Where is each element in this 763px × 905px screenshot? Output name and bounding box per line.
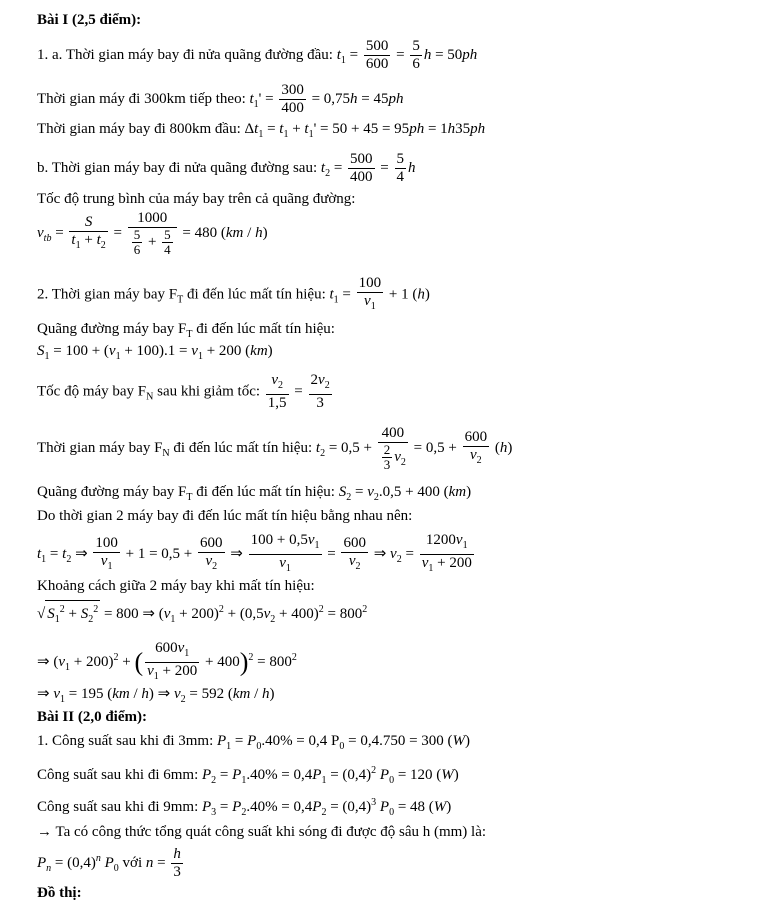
line-do-thi: Đồ thị: xyxy=(37,885,82,901)
line-p3: Công suất sau khi đi 9mm: $P_3 = P_2.40\% = 0,4P_2 = (0,4)^3$ $P_0 = 48$ (W) xyxy=(37,797,452,818)
line-1b: b. Thời gian máy bay đi nửa quãng đường sau: $t_2$ = $\frac{500}{400}$ = $\frac{5}{4}$ h xyxy=(37,151,416,185)
line-1a: 1. a. Thời gian máy bay đi nửa quãng đường đầu: $t_1$ = $\frac{500}{600}$ = $\frac{5}{6}$ h = 50ph xyxy=(37,38,478,72)
line-pn: $P_n = (0,4)^n$ $P_0$ với n = $\frac{h}{3}$ xyxy=(37,846,181,880)
line-300km: Thời gian máy đi 300km tiếp theo: $t_1'$ = $\frac{300}{400}$ = 0,75h = 45ph xyxy=(37,82,404,116)
line-toc-do-tb: Tốc độ trung bình của máy bay trên cả quãng đường: xyxy=(37,191,356,207)
line-800km: Thời gian máy bay đi 800km đầu: $\Delta t_1 = t_1 + t_1' = 50 + 45 = 95ph = 1h35ph$ xyxy=(37,121,486,140)
line-toc-do-fn: Tốc độ máy bay $F_N$ sau khi giảm tốc: $\frac{v_2}{1,5}$ = $\frac{2v_2}{3}$ xyxy=(37,372,330,411)
line-equation-t1-t2: $t_1 = t_2$ ⇒ $\frac{100}{v_1}$ + 1 = 0,5 + $\frac{600}{v_2}$ ⇒ $\frac{100 + 0,5v_1}{v_1}$ = $\frac{600}{v_2}$ ⇒ $v_2$ = $\frac{1200v_1}{v_1 + 200}$ xyxy=(37,532,476,577)
line-qd-s2: Quãng đường máy bay $F_T$ đi đến lúc mất tín hiệu: $S_2 = v_2.0,5 + 400$ (km) xyxy=(37,484,472,503)
line-tong-quat: → Ta có công thức tổng quát công suất khi sóng đi được độ sâu h (mm) là: xyxy=(37,824,487,840)
line-result-v: ⇒ $v_1 = 195$ (km / h) ⇒ $v_2 = 592$ (km / h) xyxy=(37,686,275,705)
line-2-time-ft: 2. Thời gian máy bay $F_T$ đi đến lúc mất tín hiệu: $t_1$ = $\frac{100}{v_1}$ + 1 (h) xyxy=(37,275,430,315)
line-p1: 1. Công suất sau khi đi 3mm: $P_1 = P_0.40\% = 0,4$ $P_0 = 0,4.750 = 300$ (W) xyxy=(37,733,471,752)
line-khoang-cach: Khoảng cách giữa 2 máy bay khi mất tín hiệu: xyxy=(37,578,315,594)
line-do-thoi-gian: Do thời gian 2 máy bay đi đến lúc mất tín hiệu bằng nhau nên: xyxy=(37,508,413,524)
line-subst-eq: ⇒ $(v_1 + 200)^2$ + ( $\frac{600v_1}{v_1 + 200}$ + $400)^2 = 800^2$ xyxy=(37,640,297,685)
line-s1: $S_1 = 100 + (v_1 + 100).1 = v_1 + 200$ (km) xyxy=(37,343,273,362)
line-qd-ft: Quãng đường máy bay $F_T$ đi đến lúc mất tín hiệu: xyxy=(37,321,335,340)
heading-bai-1: Bài I (2,5 điểm): xyxy=(37,12,142,28)
line-p2: Công suất sau khi đi 6mm: $P_2 = P_1.40\% = 0,4P_1 = (0,4)^2$ $P_0 = 120$ (W) xyxy=(37,765,459,786)
line-sqrt-eq: √ $S_1^2 + S_2^2 = 800$ ⇒ $(v_1 + 200)^2 + (0,5v_2 + 400)^2 = 800^2$ xyxy=(37,600,367,629)
line-time-fn: Thời gian máy bay $F_N$ đi đến lúc mất tín hiệu: $t_2 = 0,5$ + 400 $\frac{2}{3}$ $v_2$ = 0,5 + $\frac{600}{v_2}$ (h) xyxy=(37,425,513,472)
line-vtb: $v_{tb}$ = $\frac{S}{t_1 + t_2}$ = 1000 $\frac{5}{6}$ + $\frac{5}{4}$ = 480 (km / h) xyxy=(37,210,268,257)
heading-bai-2: Bài II (2,0 điểm): xyxy=(37,709,147,725)
